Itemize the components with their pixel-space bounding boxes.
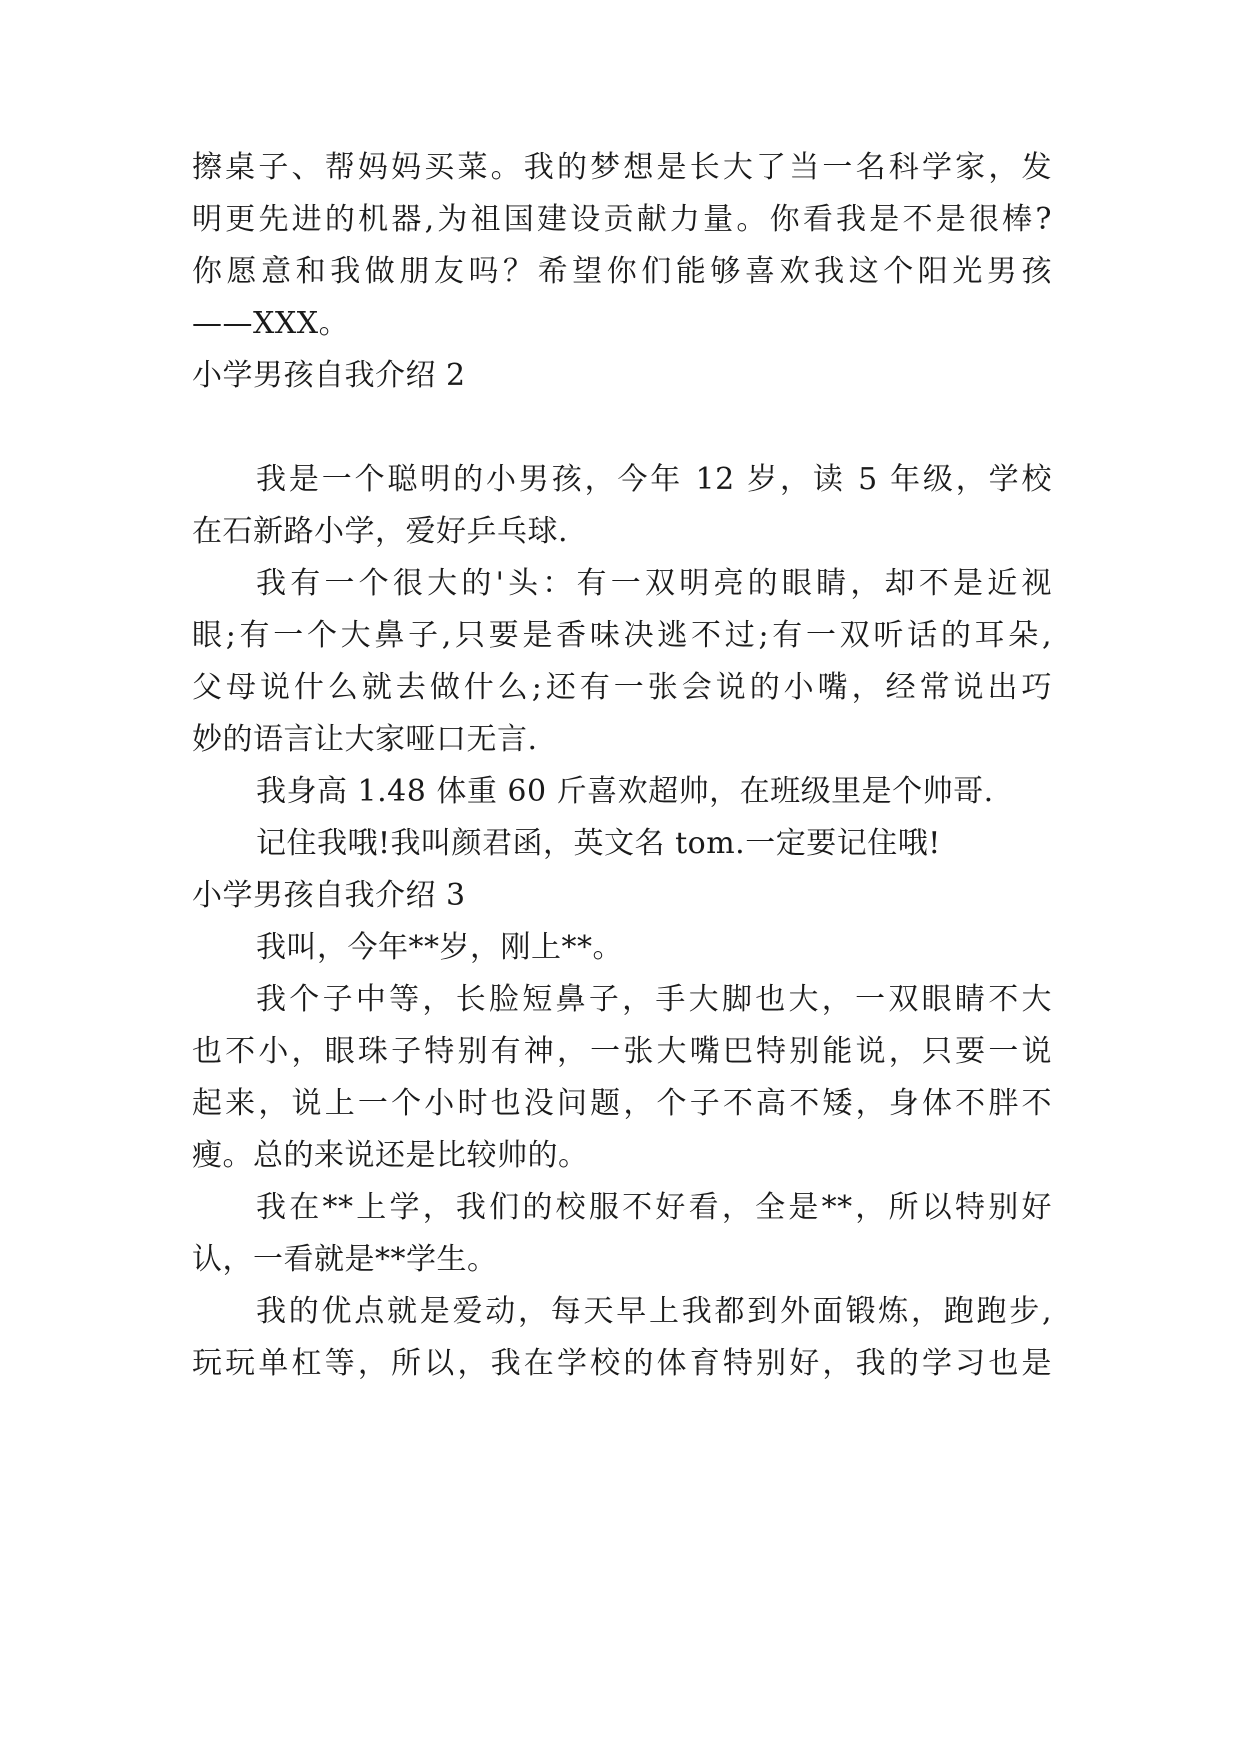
- paragraph-line: 我在**上学，我们的校服不好看，全是**，所以特别好: [256, 1190, 1052, 1225]
- paragraph-line: 妙的语言让大家哑口无言.: [192, 722, 538, 757]
- paragraph-line: 在石新路小学，爱好乒乓球.: [192, 514, 569, 549]
- section-heading: 小学男孩自我介绍 2: [192, 358, 466, 393]
- intro-line: ——XXX。: [192, 306, 350, 341]
- intro-line: 明更先进的机器,为祖国建设贡献力量。你看我是不是很棒?: [192, 202, 1052, 237]
- paragraph-line: 我身高 1.48 体重 60 斤喜欢超帅，在班级里是个帅哥.: [256, 774, 994, 809]
- paragraph-line: 认，一看就是**学生。: [192, 1242, 498, 1277]
- intro-line: 你愿意和我做朋友吗？希望你们能够喜欢我这个阳光男孩: [192, 254, 1052, 289]
- paragraph-line: 我有一个很大的'头：有一双明亮的眼睛，却不是近视: [256, 566, 1052, 601]
- paragraph-line: 父母说什么就去做什么;还有一张会说的小嘴，经常说出巧: [192, 670, 1052, 705]
- paragraph-line: 我个子中等，长脸短鼻子，手大脚也大，一双眼睛不大: [256, 982, 1052, 1017]
- paragraph-line: 我的优点就是爱动，每天早上我都到外面锻炼，跑跑步,: [256, 1294, 1052, 1329]
- paragraph-line: 玩玩单杠等，所以，我在学校的体育特别好，我的学习也是: [192, 1346, 1052, 1381]
- paragraph-line: 记住我哦!我叫颜君函，英文名 tom.一定要记住哦!: [256, 826, 941, 861]
- section-heading: 小学男孩自我介绍 3: [192, 878, 466, 913]
- paragraph-line: 起来，说上一个小时也没问题，个子不高不矮，身体不胖不: [192, 1086, 1052, 1121]
- intro-line: 擦桌子、帮妈妈买菜。我的梦想是长大了当一名科学家，发: [192, 150, 1052, 185]
- paragraph-line: 眼;有一个大鼻子,只要是香味决逃不过;有一双听话的耳朵,: [192, 618, 1052, 653]
- paragraph-line: 也不小，眼珠子特别有神，一张大嘴巴特别能说，只要一说: [192, 1034, 1052, 1069]
- paragraph-line: 我叫，今年**岁，刚上**。: [256, 930, 623, 965]
- paragraph-line: 我是一个聪明的小男孩，今年 12 岁，读 5 年级，学校: [256, 462, 1052, 497]
- paragraph-line: 瘦。总的来说还是比较帅的。: [192, 1138, 589, 1173]
